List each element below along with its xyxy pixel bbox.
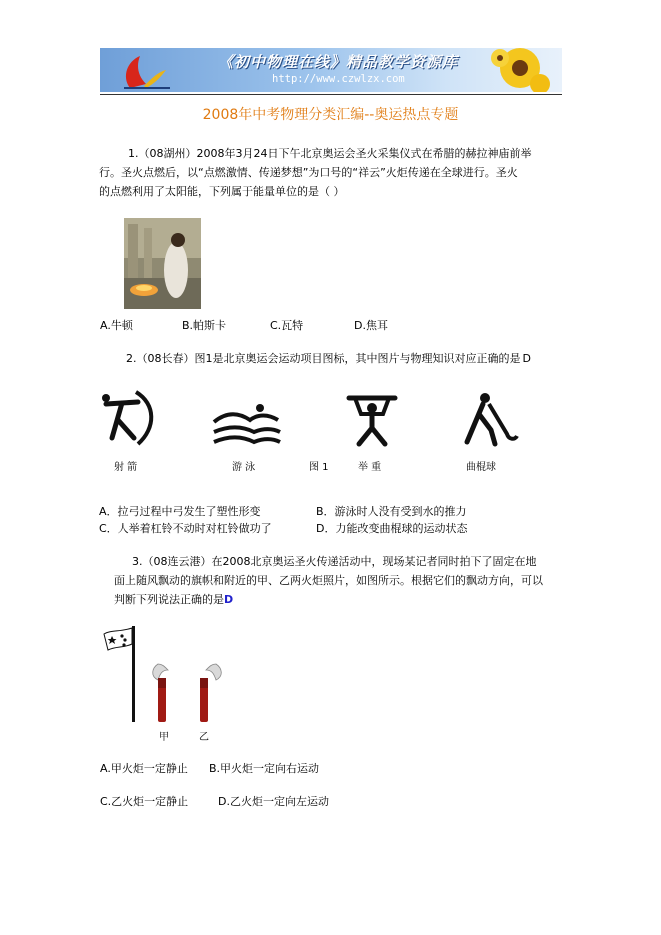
q1-option-c: C.瓦特 [270,319,304,332]
q3-answer: D [224,593,234,606]
swimming-icon [208,400,286,450]
q2-stem [126,349,531,368]
q2-answer: D [522,352,531,365]
q2-option-b: B．游泳时人没有受到水的推力 [316,505,467,518]
q3-line-2: 面上随风飘动的旗帜和附近的甲、乙两火炬照片，如图所示。根据它们的飘动方向，可以 [114,574,543,587]
banner-url: http://www.czwlzx.com [272,73,405,85]
flag-icon [104,626,135,722]
torch-yi-icon [200,664,221,722]
q3-option-c: C.乙火炬一定静止 [100,795,189,808]
q1-option-b: B.帕斯卡 [182,319,227,332]
q3-option-a: A.甲火炬一定静止 [100,762,188,775]
q3-option-b: B.甲火炬一定向右运动 [209,762,320,775]
torch-label-yi: 乙 [199,732,209,743]
q1-line-2: 行。圣火点燃后，以“点燃激情、传递梦想”为口号的“祥云”火炬传递在全球进行。圣火 [99,166,518,179]
banner-title: 《初中物理在线》精品教学资源库 [218,53,459,71]
q2-stem-text: 2.（08长春）图1是北京奥运会运动项目图标，其中图片与物理知识对应正确的是 [126,352,521,365]
document-title: 2008年中考物理分类汇编--奥运热点专题 [202,107,459,123]
logo-icon [124,56,170,88]
q1-option-a: A.牛顿 [100,319,133,332]
q2-option-a: A．拉弓过程中弓发生了塑性形变 [99,505,261,518]
q1-line-1: 1.（08湖州）2008年3月24日下午北京奥运会圣火采集仪式在希腊的赫拉神庙前举 [128,147,532,160]
sunflower-icon [491,48,550,92]
q2-option-d: D．力能改变曲棍球的运动状态 [316,522,468,535]
q3-line-1: 3.（08连云港）在2008北京奥运圣火传递活动中，现场某记者同时拍下了固定在地 [132,555,537,568]
header-rule [100,94,562,95]
icon-label-hockey: 曲棍球 [466,462,496,473]
archery-icon [98,388,158,450]
icon-label-swimming: 游 泳 [232,462,256,473]
torch-lighting-photo [124,218,201,309]
q3-line-3-text: 判断下列说法正确的是 [114,593,224,606]
torch-label-jia: 甲 [159,732,169,743]
q2-option-c: C．人举着杠铃不动时对杠铃做功了 [99,522,272,535]
q1-line-3: 的点燃利用了太阳能，下列属于能量单位的是（ ） [99,185,345,198]
weightlifting-icon [345,390,399,450]
icon-label-weightlifting: 举 重 [358,462,382,473]
figure-label: 图 1 [309,462,329,473]
hockey-icon [455,390,519,450]
torch-jia-icon [153,664,168,722]
flag-and-torches-figure [102,624,222,740]
icon-label-archery: 射 箭 [114,462,138,473]
q3-option-d: D.乙火炬一定向左运动 [218,795,329,808]
q1-option-d: D.焦耳 [354,319,388,332]
q3-line-3 [114,590,233,609]
